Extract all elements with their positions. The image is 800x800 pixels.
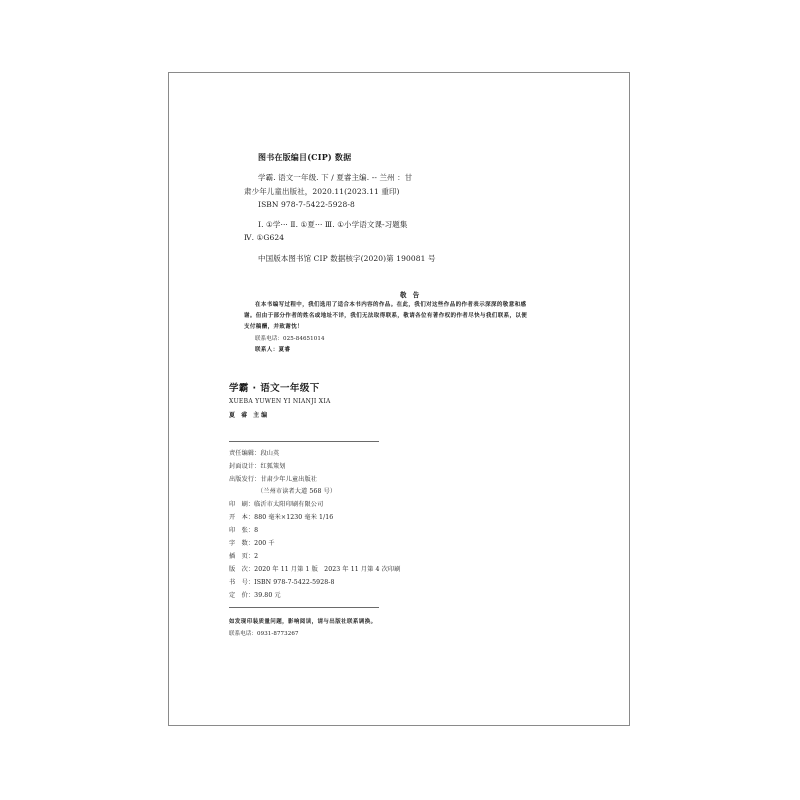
isbn-value: ISBN 978-7-5422-5928-8 [254,579,335,586]
format-label: 开 本： [229,514,255,521]
format-row [229,512,333,521]
divider-bottom [229,607,379,608]
words-value: 200 千 [254,540,275,547]
print-value: 临沂市太阳印刷有限公司 [254,501,324,508]
editor-label: 责任编辑： [229,450,261,457]
print-label: 印 刷： [229,501,255,508]
format-value: 880 毫米×1230 毫米 1/16 [254,514,334,521]
notice-title: 敬 告 [400,291,422,299]
words-row [229,538,275,547]
cip-line-3: ISBN 978-7-5422-5928-8 [258,200,355,209]
cover-value: 红狐策划 [260,463,286,470]
insert-label: 插 页： [229,553,255,560]
cip-title: 图书在版编目(CIP) 数据 [258,152,352,162]
insert-value: 2 [254,553,259,560]
publisher-value: 甘肃少年儿童出版社 [260,476,318,483]
cover-row [229,461,286,470]
price-row [229,590,281,599]
edition-label: 版 次： [229,566,255,573]
sheets-row [229,525,258,534]
notice-line-2: 谢。但由于部分作者的姓名或地址不详，我们无法取得联系，敬请各位有著作权的作者尽快与我们联系，以便 [244,313,528,319]
book-editor: 夏 睿 主编 [229,412,270,419]
price-label: 定 价： [229,592,255,599]
cover-label: 封面设计： [229,463,261,470]
footer-line-1: 如发现印装质量问题，影响阅读，请与出版社联系调换。 [229,619,377,625]
notice-contact: 联系人：夏睿 [255,347,291,353]
cip-line-6: 中国版本图书馆 CIP 数据核字(2020)第 190081 号 [258,254,436,263]
publisher-label: 出版发行： [229,476,261,483]
editor-row [229,448,279,457]
isbn-label: 书 号： [229,579,255,586]
words-label: 字 数： [229,540,255,547]
cip-line-2: 肃少年儿童出版社，2020.11(2023.11 重印) [244,187,400,196]
print-row [229,499,323,508]
insert-row [229,551,258,560]
cip-line-5: Ⅳ. ①G624 [244,233,285,242]
cip-line-1: 学霸. 语文一年级. 下 / 夏睿主编. -- 兰州 ：甘 [258,173,413,182]
sheets-label: 印 张： [229,527,255,534]
price-value: 39.80 元 [254,592,281,599]
editor-value: 段山英 [260,450,280,457]
cip-line-4: Ⅰ. ①学··· Ⅱ. ①夏··· Ⅲ. ①小学语文课-习题集 [258,220,408,229]
publisher-address: （兰州市读者大道 568 号） [257,488,337,495]
footer-line-2: 联系电话：0931-8773267 [229,631,299,637]
edition-row [229,564,401,573]
divider-top [229,441,379,442]
edition-value: 2020 年 11 月第 1 版 2023 年 11 月第 4 次印刷 [254,566,401,573]
notice-phone: 联系电话：025-84651014 [255,336,325,342]
publisher-row [229,474,317,483]
isbn-row [229,577,335,586]
sheets-value: 8 [254,527,259,534]
notice-line-3: 支付稿酬，并致谢忱！ [244,324,304,330]
book-pinyin: XUEBA YUWEN YI NIANJI XIA [229,398,331,405]
notice-line-1: 在本书编写过程中，我们选用了适合本书内容的作品。在此，我们对这些作品的作者表示深深的敬意和感 [255,302,527,308]
book-title: 学霸 · 语文一年级下 [229,383,320,394]
